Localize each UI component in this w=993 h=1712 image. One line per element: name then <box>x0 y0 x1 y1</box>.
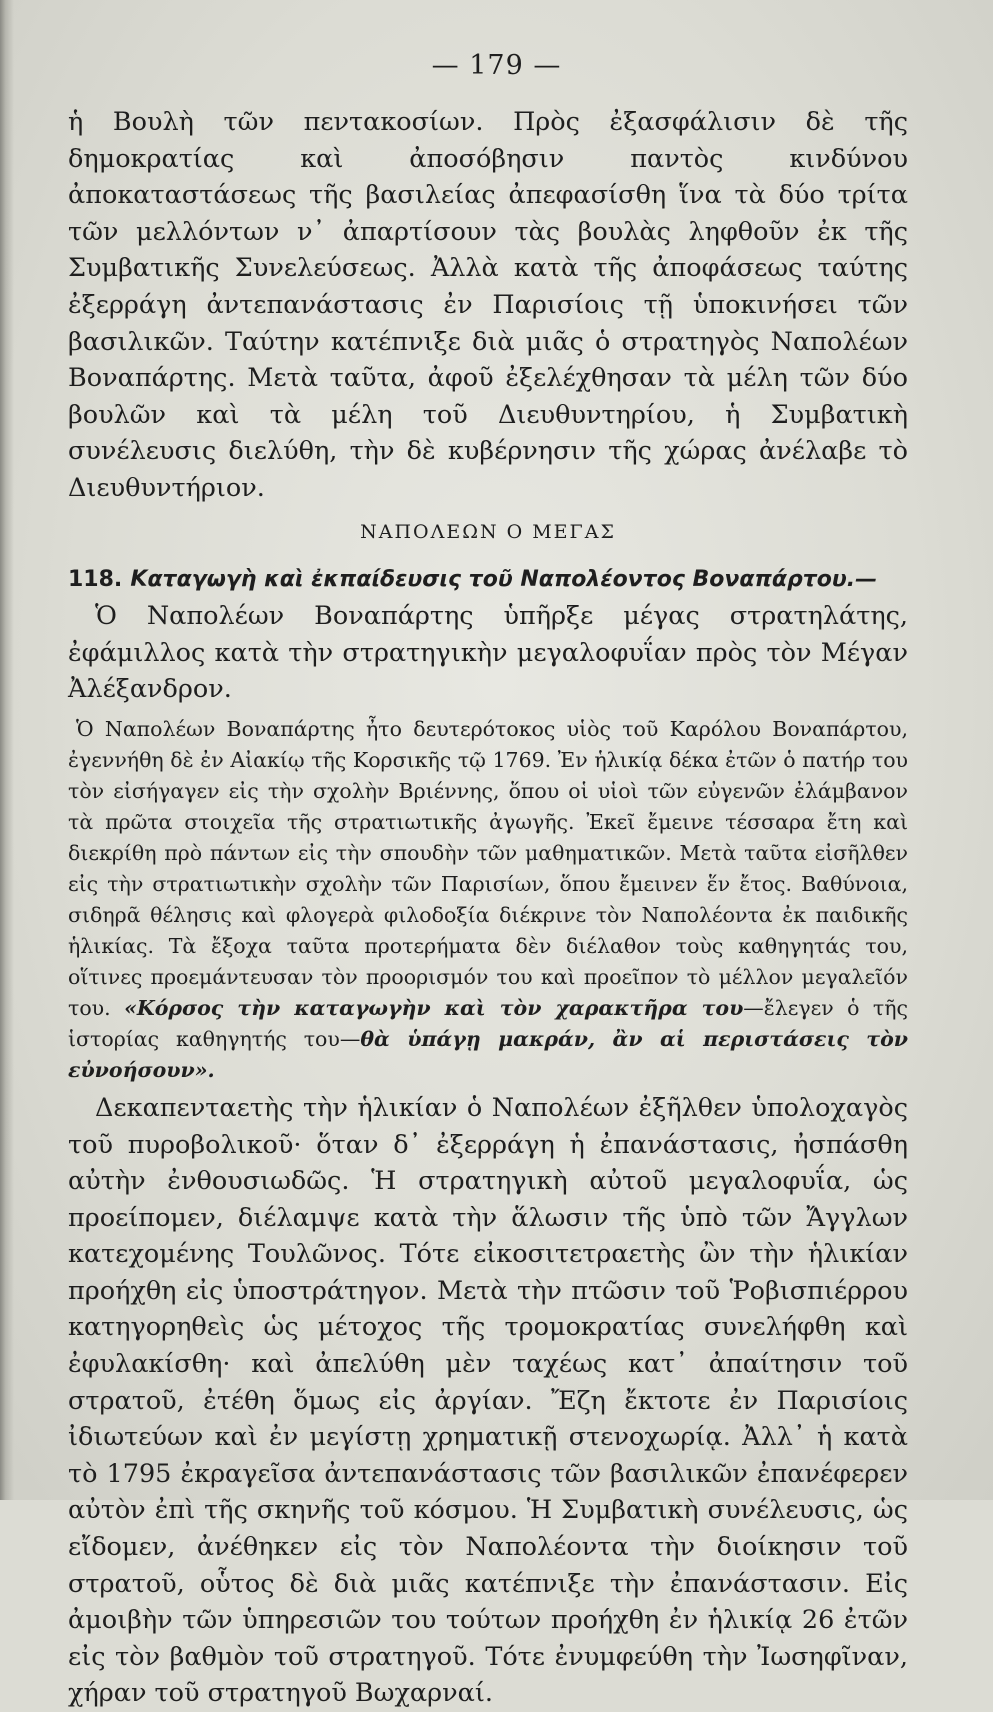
small-print-text: Ὁ Ναπολέων Βοναπάρτης ἦτο δευτερότοκος υἱὸς τοῦ Καρόλου Βοναπάρτου, ἐγεννήθη δὲ ἐν Αἰακίῳ τῆς Κορσικῆς τῷ 1769. Ἐν ἡλικίᾳ δέκα ἐτῶν ὁ πατήρ του τὸν εἰσήγαγεν εἰς τὴν σχολὴν Βριέννης, ὅπου οἱ υἱοὶ τῶν εὐγενῶν ἐλάμβανον τὰ πρῶτα στοιχεῖα τῆς στρατιωτικῆς ἀγωγῆς. Ἐκεῖ ἔμεινε τέσσαρα ἔτη καὶ διεκρίθη πρὸ πάντων εἰς τὴν σπουδὴν τῶν μαθηματικῶν. Μετὰ ταῦτα εἰσῆλθεν εἰς τὴν στρατιωτικὴν σχολὴν τῶν Παρισίων, ὅπου ἔμεινεν ἕν ἔτος. Βαθύνοια, σιδηρᾶ θέλησις καὶ φλογερὰ φιλοδοξία διέκρινε τὸν Ναπολέοντα ἐκ παιδικῆς ἡλικίας. Τὰ ἔξοχα ταῦτα προτερήματα δὲν διέλαθον τοὺς καθηγητάς του, οἵτινες προεμάντευσαν τὸν προορισμόν του καὶ προεῖπον τὸ μέλλον μεγαλεῖόν του. <box>68 716 908 1020</box>
page-spine-shadow <box>0 0 14 1500</box>
closing-paragraph: Δεκαπενταετὴς τὴν ἡλικίαν ὁ Ναπολέων ἐξῆλθεν ὑπολοχαγὸς τοῦ πυροβολικοῦ· ὅταν δ᾽ ἐξερράγη ἡ ἐπανάστασις, ἠσπάσθη αὐτὴν ἐνθουσιωδῶς. Ἡ στρατηγικὴ αὐτοῦ μεγαλοφυΐα, ὡς προείπομεν, διέλαμψε κατὰ τὴν ἅλωσιν τῆς ὑπὸ τῶν Ἄγγλων κατεχομένης Τουλῶνος. Τότε εἰκοσιτετραετὴς ὢν τὴν ἡλικίαν προήχθη εἰς ὑποστράτηγον. Μετὰ τὴν πτῶσιν τοῦ Ῥοβισπιέρρου κατηγορηθεὶς ὡς μέτοχος τῆς τρομοκρατίας συνελήφθη καὶ ἐφυλακίσθη· καὶ ἀπελύθη μὲν ταχέως κατ᾽ ἀπαίτησιν τοῦ στρατοῦ, ἐτέθη ὅμως εἰς ἀργίαν. Ἔζη ἔκτοτε ἐν Παρισίοις ἰδιωτεύων καὶ ἐν μεγίστῃ χρηματικῇ στενοχωρίᾳ. Ἀλλ᾽ ἡ κατὰ τὸ 1795 ἐκραγεῖσα ἀντεπανάστασις τῶν βασιλικῶν ἐπανέφερεν αὐτὸν ἐπὶ τῆς σκηνῆς τοῦ κόσμου. Ἡ Συμβατικὴ συνέλευσις, ὡς εἴδομεν, ἀνέθηκεν εἰς τὸν Ναπολέοντα τὴν διοίκησιν τοῦ στρατοῦ, οὗτος δὲ διὰ μιᾶς κατέπνιξε τὴν ἐπανάστασιν. Εἰς ἀμοιβὴν τῶν ὑπηρεσιῶν του τούτων προήχθη ἐν ἡλικίᾳ 26 ἐτῶν εἰς τὸν βαθμὸν τοῦ στρατηγοῦ. Τότε ἐνυμφεύθη τὴν Ἰωσηφῖναν, χήραν τοῦ στρατηγοῦ Βωχαρναί. <box>68 1092 908 1709</box>
quote-second-part: θὰ ὑπάγῃ μακράν, ἂν αἱ περιστάσεις τὸν εὐνοήσουν». <box>68 1026 908 1082</box>
page-number: — 179 — <box>431 50 562 81</box>
chapter-heading: ΝΑΠΟΛΕΩΝ Ο ΜΕΓΑΣ <box>360 520 616 543</box>
opening-paragraph: ἡ Βουλὴ τῶν πεντακοσίων. Πρὸς ἐξασφάλισιν δὲ τῆς δημοκρατίας καὶ ἀποσόβησιν παντὸς κινδύνου ἀποκαταστάσεως τῆς βασιλείας ἀπεφασίσθη ἵνα τὰ δύο τρίτα τῶν μελλόντων ν᾽ ἀπαρτίσουν τὰς βουλὰς ληφθοῦν ἐκ τῆς Συμβατικῆς Συνελεύσεως. Ἀλλὰ κατὰ τῆς ἀποφάσεως ταύτης ἐξερράγη ἀντεπανάστασις ἐν Παρισίοις τῇ ὑποκινήσει τῶν βασιλικῶν. Ταύτην κατέπνιξε διὰ μιᾶς ὁ στρατηγὸς Ναπολέων Βοναπάρτης. Μετὰ ταῦτα, ἀφοῦ ἐξελέχθησαν τὰ μέλη τῶν δύο βουλῶν καὶ τὰ μέλη τοῦ Διευθυντηρίου, ἡ Συμβατικὴ συνέλευσις διελύθη, τὴν δὲ κυβέρνησιν τῆς χώρας ἀνέλαβε τὸ Διευθυντήριον. <box>68 107 908 503</box>
section-number: 118. <box>68 566 123 592</box>
section-heading <box>68 560 908 599</box>
quote-first-part: «Κόρσος τὴν καταγωγὴν καὶ τὸν χαρακτῆρα του <box>124 995 744 1020</box>
quote-connector: —ἔλεγεν ὁ τῆς ἱστορίας καθηγητής του— <box>68 995 908 1051</box>
section-intro-paragraph: Ὁ Ναπολέων Βοναπάρτης ὑπῆρξε μέγας στρατηλάτης, ἐφάμιλλος κατὰ τὴν στρατηγικὴν μεγαλοφυΐαν πρὸς τὸν Μέγαν Ἀλέξανδρον. <box>68 601 908 705</box>
small-print-paragraph <box>68 714 908 1086</box>
page-content <box>68 104 908 1712</box>
section-title: Καταγωγὴ καὶ ἐκπαίδευσις τοῦ Ναπολέοντος Βοναπάρτου.— <box>130 566 878 592</box>
